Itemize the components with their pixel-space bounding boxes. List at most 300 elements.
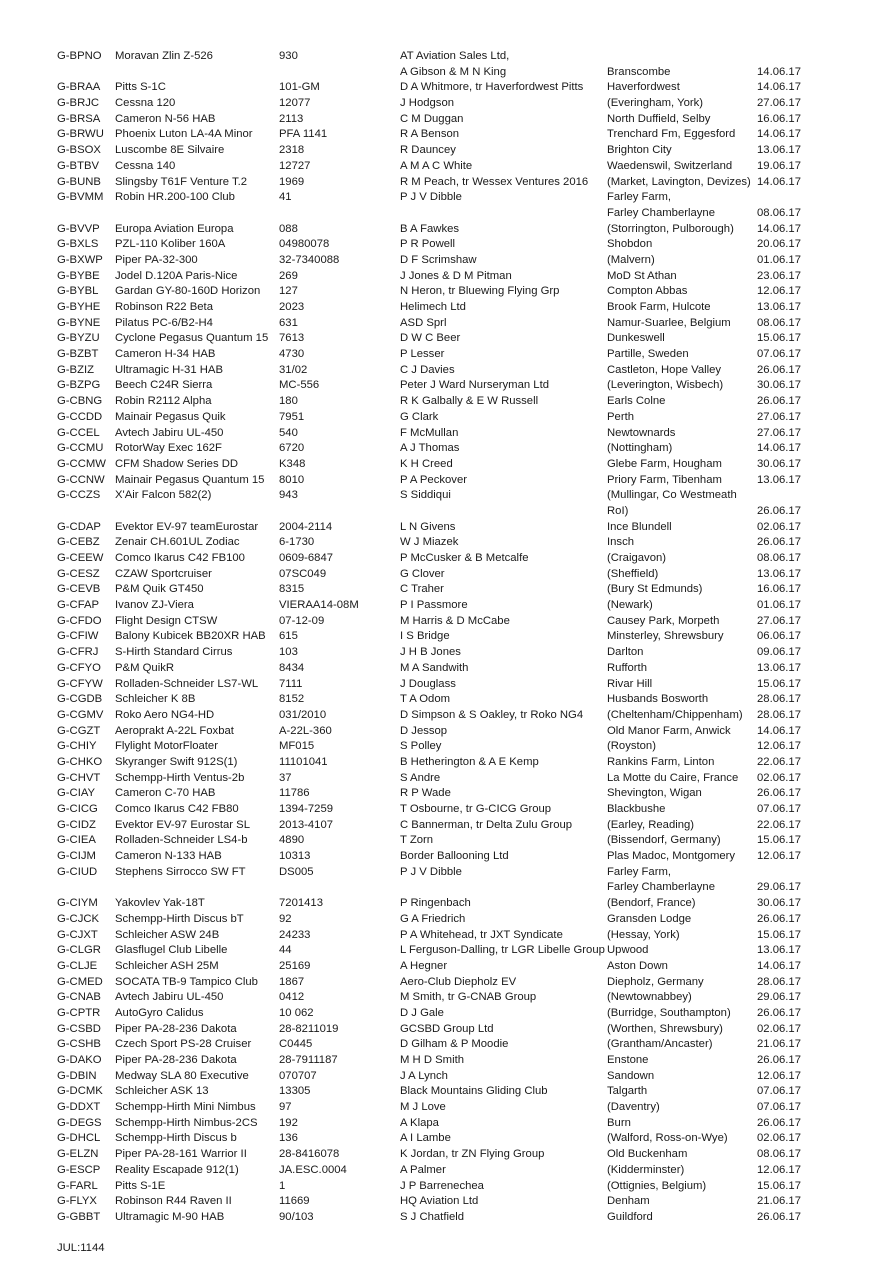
date-cell: 26.06.17: [757, 363, 801, 376]
register-row: [57, 316, 817, 332]
location-cell: (Ottignies, Belgium): [607, 1179, 707, 1192]
date-cell: 13.06.17: [757, 473, 801, 486]
construction-number-cell: VIERAA14-08M: [279, 599, 359, 612]
date-cell: 28.06.17: [757, 708, 801, 721]
owner-cell: A M A C White: [400, 159, 473, 172]
location-cell: (Malvern): [607, 253, 655, 266]
location-cell: (Daventry): [607, 1101, 660, 1114]
owner-cell: Peter J Ward Nurseryman Ltd: [400, 379, 549, 392]
registration-cell: G-CIEA: [57, 834, 96, 847]
date-cell: 30.06.17: [757, 897, 801, 910]
registration-cell: G-CCDD: [57, 410, 103, 423]
construction-number-cell: 540: [279, 426, 298, 439]
registration-cell: G-BRSA: [57, 112, 101, 125]
owner-cell: S Polley: [400, 740, 442, 753]
aircraft-type-cell: Robinson R44 Raven II: [115, 1195, 232, 1208]
construction-number-cell: 088: [279, 222, 298, 235]
registration-cell: G-BTBV: [57, 159, 100, 172]
registration-cell: G-CEVB: [57, 583, 101, 596]
owner-cell: D A Whitmore, tr Haverfordwest Pitts: [400, 81, 584, 94]
owner-cell: R A Benson: [400, 128, 460, 141]
aircraft-type-cell: Comco Ikarus C42 FB100: [115, 552, 245, 564]
register-row: [57, 614, 817, 630]
date-cell: 14.06.17: [757, 724, 801, 737]
registration-cell: G-CHIY: [57, 740, 97, 753]
register-row: [57, 49, 817, 65]
construction-number-cell: 1969: [279, 175, 305, 188]
registration-cell: G-CFYW: [57, 677, 103, 690]
registration-cell: G-BVMM: [57, 191, 104, 204]
registration-cell: G-FARL: [57, 1179, 98, 1192]
aircraft-type-cell: P&M QuikR: [115, 661, 175, 674]
registration-cell: G-GBBT: [57, 1210, 101, 1223]
aircraft-type-cell: CFM Shadow Series DD: [115, 457, 239, 470]
location-cell: North Duffield, Selby: [607, 112, 711, 125]
aircraft-type-cell: P&M Quik GT450: [115, 583, 204, 596]
owner-cell: J A Lynch: [400, 1069, 448, 1082]
aircraft-type-cell: Cameron N-133 HAB: [115, 850, 222, 863]
location-cell: Priory Farm, Tibenham: [607, 473, 722, 486]
location-cell: Perth: [607, 410, 635, 423]
registration-cell: G-BSOX: [57, 144, 101, 157]
aircraft-type-cell: Medway SLA 80 Executive: [115, 1069, 249, 1082]
owner-cell: I S Bridge: [400, 630, 450, 643]
aircraft-type-cell: Cameron N-56 HAB: [115, 112, 216, 125]
aircraft-type-cell: Beech C24R Sierra: [115, 379, 213, 392]
location-cell: MoD St Athan: [607, 269, 677, 282]
aircraft-type-cell: Roko Aero NG4-HD: [115, 708, 215, 721]
date-cell: 28.06.17: [757, 693, 801, 706]
owner-cell: ASD Sprl: [400, 316, 447, 329]
owner-cell: S J Chatfield: [400, 1210, 465, 1223]
construction-number-cell: 41: [279, 191, 292, 204]
location-cell: Minsterley, Shrewsbury: [607, 630, 724, 643]
registration-cell: G-CJCK: [57, 912, 100, 925]
construction-number-cell: 6720: [279, 442, 305, 455]
owner-cell: P Ringenbach: [400, 897, 471, 910]
location-cell: Talgarth: [607, 1085, 648, 1098]
register-row: [57, 849, 817, 865]
owner-cell: M J Love: [400, 1101, 446, 1114]
owner-cell: G Clark: [400, 410, 439, 423]
date-cell: 14.06.17: [757, 222, 801, 235]
construction-number-cell: 10313: [279, 850, 311, 863]
aircraft-type-cell: Glasflugel Club Libelle: [115, 944, 228, 957]
register-row: [57, 912, 817, 928]
construction-number-cell: 4890: [279, 834, 305, 847]
registration-cell: G-CJXT: [57, 928, 98, 941]
date-cell: 29.06.17: [757, 991, 801, 1004]
register-row: [57, 629, 817, 645]
date-cell: 12.06.17: [757, 1069, 801, 1082]
location-cell: Brook Farm, Hulcote: [607, 301, 711, 313]
aircraft-type-cell: Piper PA-28-161 Warrior II: [115, 1148, 247, 1161]
construction-number-cell: 127: [279, 285, 298, 298]
location-cell: (Bissendorf, Germany): [607, 834, 721, 847]
aircraft-type-cell: Cameron C-70 HAB: [115, 787, 216, 800]
location-cell: (Sheffield): [607, 567, 659, 580]
location-cell: (Hessay, York): [607, 928, 680, 941]
construction-number-cell: 28-7911187: [279, 1054, 338, 1066]
date-cell: 21.06.17: [757, 1195, 801, 1208]
date-cell: 14.06.17: [757, 128, 801, 141]
aircraft-type-cell: Schempp-Hirth Mini Nimbus: [115, 1101, 256, 1114]
location-cell: Farley Chamberlayne: [607, 206, 715, 219]
date-cell: 27.06.17: [757, 426, 801, 439]
aircraft-type-cell: Schempp-Hirth Nimbus-2CS: [115, 1116, 258, 1129]
construction-number-cell: 37: [279, 771, 292, 784]
date-cell: 01.06.17: [757, 253, 801, 266]
construction-number-cell: 2023: [279, 301, 305, 313]
construction-number-cell: MF015: [279, 740, 315, 753]
construction-number-cell: 11101041: [279, 755, 328, 768]
construction-number-cell: 1394-7259: [279, 803, 334, 815]
aircraft-type-cell: Robinson R22 Beta: [115, 301, 213, 313]
construction-number-cell: 180: [279, 395, 298, 408]
location-cell: Enstone: [607, 1054, 649, 1066]
owner-cell: M A Sandwith: [400, 661, 469, 674]
register-row: [57, 708, 817, 724]
location-cell: Dunkeswell: [607, 332, 665, 345]
date-cell: 12.06.17: [757, 850, 801, 863]
aircraft-type-cell: Schleicher ASH 25M: [115, 959, 219, 972]
owner-cell: C Traher: [400, 583, 444, 596]
date-cell: 08.06.17: [757, 552, 801, 564]
owner-cell: T Osbourne, tr G-CICG Group: [400, 803, 552, 815]
date-cell: 26.06.17: [757, 787, 801, 800]
registration-cell: G-CCNW: [57, 473, 105, 486]
aircraft-type-cell: Pitts S-1E: [115, 1179, 166, 1192]
location-cell: Husbands Bosworth: [607, 693, 709, 706]
date-cell: 14.06.17: [757, 81, 801, 94]
location-cell: Partille, Sweden: [607, 348, 689, 361]
aircraft-type-cell: Evektor EV-97 teamEurostar: [115, 520, 259, 533]
aircraft-type-cell: Cessna 120: [115, 97, 176, 110]
construction-number-cell: 8010: [279, 473, 305, 486]
registration-cell: G-CBNG: [57, 395, 103, 408]
construction-number-cell: 28-8211019: [279, 1022, 339, 1035]
location-cell: (Leverington, Wisbech): [607, 379, 724, 392]
date-cell: 27.06.17: [757, 97, 801, 110]
aircraft-type-cell: Mainair Pegasus Quik: [115, 410, 226, 423]
registration-cell: G-BZBT: [57, 348, 99, 361]
date-cell: 15.06.17: [757, 677, 801, 690]
registration-cell: G-CIYM: [57, 897, 98, 910]
aircraft-register-table: [57, 49, 817, 1226]
registration-cell: G-CIUD: [57, 865, 98, 878]
location-cell: Old Buckenham: [607, 1148, 688, 1161]
registration-cell: G-CESZ: [57, 567, 100, 580]
register-row: [57, 175, 817, 191]
location-cell: Farley Chamberlayne: [607, 881, 715, 894]
owner-cell: M Harris & D McCabe: [400, 614, 510, 627]
date-cell: 07.06.17: [757, 1085, 801, 1098]
owner-cell: A Klapa: [400, 1116, 439, 1129]
construction-number-cell: 4730: [279, 348, 305, 361]
construction-number-cell: 07-12-09: [279, 614, 325, 627]
register-row: [57, 928, 817, 944]
location-cell: Brighton City: [607, 144, 672, 157]
location-cell: (Kidderminster): [607, 1163, 685, 1176]
registration-cell: G-BRWU: [57, 128, 104, 141]
date-cell: 20.06.17: [757, 238, 801, 251]
location-cell: Compton Abbas: [607, 285, 688, 298]
register-row: [57, 1147, 817, 1163]
register-row: [57, 488, 817, 504]
location-cell: Farley Farm,: [607, 865, 672, 878]
owner-cell: R Dauncey: [400, 144, 456, 157]
owner-cell: R K Galbally & E W Russell: [400, 395, 539, 408]
register-row: [57, 1100, 817, 1116]
aircraft-type-cell: Jodel D.120A Paris-Nice: [115, 269, 238, 282]
location-cell: (Nottingham): [607, 442, 673, 455]
register-row: [57, 535, 817, 551]
aircraft-type-cell: Flight Design CTSW: [115, 614, 218, 627]
construction-number-cell: 2318: [279, 144, 305, 157]
construction-number-cell: 2113: [279, 112, 304, 125]
date-cell: 15.06.17: [757, 834, 801, 847]
registration-cell: G-CCMW: [57, 457, 106, 470]
construction-number-cell: 943: [279, 489, 298, 502]
owner-cell: M Smith, tr G-CNAB Group: [400, 991, 537, 1004]
date-cell: 15.06.17: [757, 928, 801, 941]
registration-cell: G-CICG: [57, 803, 98, 815]
construction-number-cell: 11669: [279, 1195, 310, 1208]
location-cell: (Newark): [607, 599, 653, 612]
owner-cell: W J Miazek: [400, 536, 459, 549]
registration-cell: G-DCMK: [57, 1085, 103, 1098]
location-cell: Burn: [607, 1116, 631, 1129]
owner-cell: S Siddiqui: [400, 489, 451, 502]
register-row: [57, 410, 817, 426]
aircraft-type-cell: Gardan GY-80-160D Horizon: [115, 285, 261, 298]
owner-cell: B Hetherington & A E Kemp: [400, 755, 539, 768]
register-row: [57, 1053, 817, 1069]
location-cell: Plas Madoc, Montgomery: [607, 850, 736, 863]
register-row: [57, 833, 817, 849]
date-cell: 14.06.17: [757, 442, 801, 455]
location-cell: Namur-Suarlee, Belgium: [607, 316, 731, 329]
construction-number-cell: 12727: [279, 159, 311, 172]
location-cell: Farley Farm,: [607, 191, 672, 204]
owner-cell: J Hodgson: [400, 97, 455, 110]
location-cell: Earls Colne: [607, 395, 666, 408]
location-cell: Guildford: [607, 1210, 653, 1223]
registration-cell: G-BRJC: [57, 97, 100, 110]
location-cell: (Grantham/Ancaster): [607, 1038, 713, 1051]
registration-cell: G-CGDB: [57, 693, 103, 706]
owner-cell: P J V Dibble: [400, 865, 462, 878]
construction-number-cell: 92: [279, 912, 292, 925]
aircraft-type-cell: Avtech Jabiru UL-450: [115, 426, 224, 439]
aircraft-type-cell: Comco Ikarus C42 FB80: [115, 803, 239, 815]
construction-number-cell: 1867: [279, 975, 305, 988]
date-cell: 30.06.17: [757, 379, 801, 392]
register-row: [57, 269, 817, 285]
owner-cell: M H D Smith: [400, 1054, 465, 1066]
aircraft-type-cell: S-Hirth Standard Cirrus: [115, 646, 233, 659]
location-cell: Blackbushe: [607, 803, 666, 815]
registration-cell: G-BYBL: [57, 285, 99, 298]
date-cell: 02.06.17: [757, 520, 801, 533]
construction-number-cell: 10 062: [279, 1006, 314, 1019]
construction-number-cell: 1: [279, 1179, 286, 1192]
register-row: [57, 457, 817, 473]
owner-cell: K Jordan, tr ZN Flying Group: [400, 1148, 545, 1161]
date-cell: 26.06.17: [757, 1054, 801, 1066]
location-cell: (Earley, Reading): [607, 818, 695, 831]
location-cell: (Bury St Edmunds): [607, 583, 703, 596]
registration-cell: G-BPNO: [57, 50, 102, 62]
location-cell: (Bendorf, France): [607, 897, 696, 910]
register-row: [57, 990, 817, 1006]
registration-cell: G-BRAA: [57, 81, 101, 94]
location-cell: Darlton: [607, 646, 644, 659]
register-row: [57, 755, 817, 771]
register-row: [57, 284, 817, 300]
owner-cell: R P Wade: [400, 787, 451, 800]
construction-number-cell: 90/103: [279, 1210, 314, 1223]
location-cell: Newtownards: [607, 426, 676, 439]
owner-cell: D Gilham & P Moodie: [400, 1038, 509, 1051]
registration-cell: G-DBIN: [57, 1069, 97, 1082]
location-cell: (Worthen, Shrewsbury): [607, 1022, 723, 1035]
construction-number-cell: PFA 1141: [279, 128, 328, 141]
registration-cell: G-CIJM: [57, 850, 96, 863]
aircraft-type-cell: PZL-110 Koliber 160A: [115, 238, 226, 251]
construction-number-cell: A-22L-360: [279, 724, 332, 737]
location-cell: (Everingham, York): [607, 97, 704, 110]
location-cell: RoI): [607, 504, 629, 517]
registration-cell: G-CGMV: [57, 708, 104, 721]
owner-cell: Border Ballooning Ltd: [400, 850, 509, 863]
registration-cell: G-ELZN: [57, 1148, 99, 1161]
register-row: [57, 253, 817, 269]
construction-number-cell: 11786: [279, 787, 310, 800]
construction-number-cell: 7111: [279, 677, 303, 690]
date-cell: 27.06.17: [757, 410, 801, 423]
register-row: [57, 771, 817, 787]
date-cell: 08.06.17: [757, 316, 801, 329]
registration-cell: G-ESCP: [57, 1163, 101, 1176]
aircraft-type-cell: Piper PA-28-236 Dakota: [115, 1054, 237, 1066]
construction-number-cell: 13305: [279, 1085, 311, 1098]
construction-number-cell: 7951: [279, 410, 305, 423]
register-row: [57, 300, 817, 316]
register-row: [57, 598, 817, 614]
date-cell: 13.06.17: [757, 301, 801, 313]
registration-cell: G-CSHB: [57, 1038, 101, 1051]
registration-cell: G-BZIZ: [57, 363, 95, 376]
owner-cell: Aero-Club Diepholz EV: [400, 975, 517, 988]
owner-cell: A I Lambe: [400, 1132, 451, 1145]
date-cell: 26.06.17: [757, 1210, 801, 1223]
date-cell: 22.06.17: [757, 755, 801, 768]
owner-cell: D W C Beer: [400, 332, 461, 345]
aircraft-type-cell: Stephens Sirrocco SW FT: [115, 865, 246, 878]
date-cell: 13.06.17: [757, 144, 801, 157]
aircraft-type-cell: SOCATA TB-9 Tampico Club: [115, 975, 258, 988]
date-cell: 06.06.17: [757, 630, 801, 643]
aircraft-type-cell: CZAW Sportcruiser: [115, 567, 212, 580]
date-cell: 02.06.17: [757, 771, 801, 784]
owner-cell: T A Odom: [400, 693, 451, 706]
date-cell: 15.06.17: [757, 1179, 801, 1192]
aircraft-type-cell: Evektor EV-97 Eurostar SL: [115, 818, 250, 831]
aircraft-type-cell: Schempp-Hirth Ventus-2b: [115, 771, 245, 784]
construction-number-cell: 192: [279, 1116, 298, 1129]
date-cell: 21.06.17: [757, 1038, 801, 1051]
location-cell: Castleton, Hope Valley: [607, 363, 722, 376]
owner-cell: A Palmer: [400, 1163, 446, 1176]
date-cell: 19.06.17: [757, 159, 801, 172]
date-cell: 01.06.17: [757, 599, 801, 612]
register-row: [57, 1037, 817, 1053]
registration-cell: G-CCZS: [57, 489, 101, 502]
registration-cell: G-CCEL: [57, 426, 100, 439]
aircraft-type-cell: Cyclone Pegasus Quantum 15: [115, 332, 269, 345]
register-row: [57, 441, 817, 457]
register-row: [57, 677, 817, 693]
owner-cell: J Jones & D M Pitman: [400, 269, 512, 282]
register-row: [57, 378, 817, 394]
register-row: [57, 222, 817, 238]
registration-cell: G-CIAY: [57, 787, 96, 800]
register-row: [57, 473, 817, 489]
register-row: [57, 80, 817, 96]
owner-cell: P Lesser: [400, 348, 445, 361]
date-cell: 14.06.17: [757, 175, 801, 188]
owner-cell: D Simpson & S Oakley, tr Roko NG4: [400, 708, 584, 721]
construction-number-cell: 8152: [279, 693, 305, 706]
register-row: [57, 802, 817, 818]
registration-cell: G-CEEW: [57, 552, 104, 564]
register-row: [57, 582, 817, 598]
register-row: [57, 1131, 817, 1147]
register-row: [57, 880, 817, 896]
owner-cell: C M Duggan: [400, 112, 464, 125]
location-cell: (Market, Lavington, Devizes): [607, 175, 751, 188]
register-row: [57, 959, 817, 975]
owner-cell: C Bannerman, tr Delta Zulu Group: [400, 818, 573, 831]
owner-cell: D J Gale: [400, 1006, 444, 1019]
owner-cell: L Ferguson-Dalling, tr LGR Libelle Group: [400, 944, 605, 957]
register-row: [57, 692, 817, 708]
construction-number-cell: 8434: [279, 661, 305, 674]
construction-number-cell: DS005: [279, 865, 314, 878]
owner-cell: C J Davies: [400, 363, 455, 376]
register-row: [57, 1194, 817, 1210]
date-cell: 26.06.17: [757, 395, 801, 408]
registration-cell: G-CLGR: [57, 944, 101, 957]
date-cell: 13.06.17: [757, 661, 801, 674]
date-cell: 22.06.17: [757, 818, 801, 831]
location-cell: Insch: [607, 536, 635, 549]
date-cell: 12.06.17: [757, 285, 801, 298]
location-cell: La Motte du Caire, France: [607, 771, 739, 784]
owner-cell: T Zorn: [400, 834, 434, 847]
date-cell: 30.06.17: [757, 457, 801, 470]
location-cell: Rivar Hill: [607, 677, 653, 690]
date-cell: 12.06.17: [757, 740, 801, 753]
construction-number-cell: 12077: [279, 97, 311, 110]
location-cell: Shevington, Wigan: [607, 787, 702, 800]
construction-number-cell: 44: [279, 944, 292, 957]
location-cell: Causey Park, Morpeth: [607, 614, 720, 627]
date-cell: 26.06.17: [757, 912, 801, 925]
register-row: [57, 206, 817, 222]
construction-number-cell: 031/2010: [279, 708, 327, 721]
